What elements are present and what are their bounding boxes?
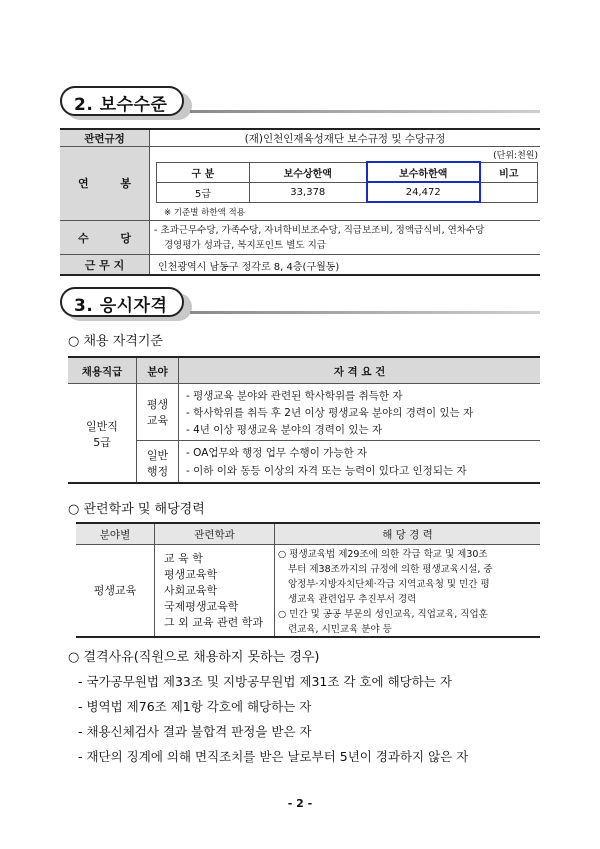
criteria-grade-line-2: 5급 (93, 436, 111, 449)
salary-table (60, 128, 540, 276)
field1-req-1: - 평생교육 분야와 관련된 학사학위를 취득한 자 (186, 390, 403, 402)
dept-table (76, 522, 540, 638)
field2-req-2: - 이하 이와 동등 이상의 자격 또는 능력이 있다고 인정되는 자 (186, 465, 467, 477)
section-3-title: 3. 응시자격 (74, 296, 168, 316)
location-label: 근 무 지 (84, 259, 125, 272)
allowance-label: 수 당 (77, 232, 146, 245)
dept-header-career: 해 당 경 력 (382, 529, 433, 541)
rule-label: 관련규정 (84, 133, 125, 145)
allowance-line-2: 경영평가 성과급, 복지포인트 별도 지급 (164, 240, 326, 251)
career-line: 부터 제38조까지의 규정에 의한 평생교육시설, 중 (288, 564, 493, 575)
criteria-header-grade: 채용직급 (81, 366, 123, 378)
salary-label: 연 봉 (77, 177, 146, 190)
section-2-header (60, 86, 192, 120)
department-item: 교 육 학 (164, 552, 203, 565)
field2-req-1: - OA업무와 행정 업무 수행이 가능한 자 (186, 447, 368, 459)
field1-req-3: - 4년 이상 평생교육 분야의 경력이 있는 자 (186, 424, 383, 436)
career-line: ○ 평생교육법 제29조에 의한 각급 학교 및 제30조 (278, 549, 488, 560)
allowance-line-1: - 초과근무수당, 가족수당, 자녀학비보조수당, 직급보조비, 정액급식비, 연차수당 (154, 225, 485, 236)
field2-line-1: 일반 (146, 449, 169, 462)
disqualification-item: - 재단의 징계에 의해 면직조치를 받은 날로부터 5년이 경과하지 않은 자 (78, 749, 469, 764)
disqualification-item: - 채용신체검사 결과 불합격 판정을 받은 자 (78, 724, 312, 739)
criteria-heading: ○ 채용 자격기준 (68, 334, 163, 349)
career-line: 앙정부·지방자치단체·각급 지역교육청 및 민간 평 (288, 579, 490, 590)
salary-inner-table (156, 161, 538, 203)
field1-req-2: - 학사학위를 취득 후 2년 이상 평생교육 분야의 경력이 있는 자 (186, 407, 474, 419)
department-item: 사회교육학 (164, 584, 218, 597)
field1-line-2: 교육 (146, 414, 169, 427)
career-line: 생교육 관련업무 추진부서 경력 (288, 594, 417, 605)
disqualification-item: - 병역법 제76조 제1항 각호에 해당하는 자 (78, 699, 312, 714)
section-2-divider (190, 110, 540, 113)
salary-cell-note (480, 182, 538, 202)
dept-heading: ○ 관련학과 및 해당경력 (68, 502, 205, 517)
salary-cell-min: 24,472 (367, 182, 480, 202)
salary-cell-max: 33,378 (249, 182, 367, 202)
career-line: ○ 민간 및 공공 부문의 성인교육, 직업교육, 직업훈 (278, 609, 488, 620)
section-2-title: 2. 보수수준 (74, 95, 168, 115)
salary-header-note: 비고 (480, 162, 538, 182)
rule-value: (재)인천인재육성재단 보수규정 및 수당규정 (244, 133, 446, 145)
section-3-divider (190, 311, 540, 314)
page-number: - 2 - (287, 797, 313, 810)
criteria-header-field: 분야 (147, 366, 168, 378)
salary-header-max: 보수상한액 (249, 162, 367, 182)
criteria-table (68, 356, 540, 484)
department-item: 국제평생교육학 (164, 600, 239, 613)
salary-header-min: 보수하한액 (367, 162, 480, 182)
field1-line-1: 평생 (146, 398, 169, 411)
salary-header-grade: 구 분 (157, 162, 250, 182)
section-3-header (60, 287, 192, 321)
dept-header-field: 분야별 (99, 529, 131, 541)
disqualification-heading: ○ 결격사유(직원으로 채용하지 못하는 경우) (68, 650, 320, 665)
field2-line-2: 행정 (146, 465, 169, 478)
dept-field: 평생교육 (93, 584, 137, 597)
disqualification-item: - 국가공무원법 제33조 및 지방공무원법 제31조 각 호에 해당하는 자 (78, 674, 452, 689)
salary-footnote: ※ 기준별 하한액 적용 (164, 208, 245, 218)
label-column (60, 130, 149, 274)
department-item: 그 외 교육 관련 학과 (164, 616, 263, 629)
criteria-header-requirements: 자 격 요 건 (333, 366, 386, 378)
unit-note: (단위:천원) (493, 151, 538, 161)
career-line: 련교육, 시민교육 분야 등 (288, 624, 392, 635)
department-item: 평생교육학 (164, 568, 218, 581)
salary-cell-grade: 5급 (157, 182, 250, 202)
dept-header-departments: 관련학과 (194, 529, 235, 541)
location-value: 인천광역시 남동구 정각로 8, 4층(구월동) (158, 262, 340, 273)
criteria-grade-line-1: 일반직 (86, 420, 118, 433)
